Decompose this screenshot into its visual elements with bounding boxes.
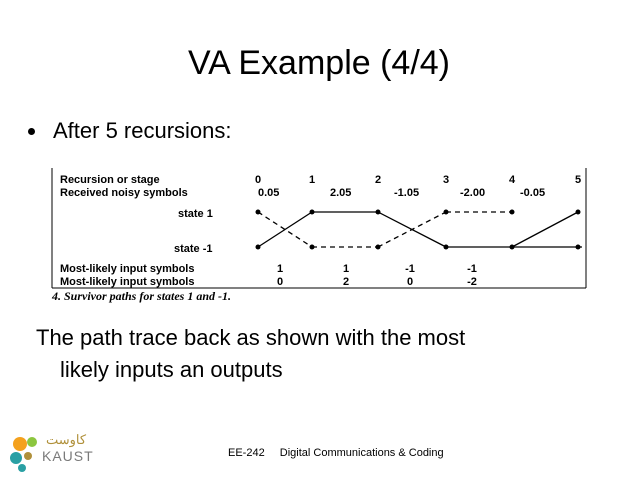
trellis-node	[444, 210, 449, 215]
slide-footer	[228, 447, 444, 459]
trellis-node	[310, 210, 315, 215]
stage-label: 3	[442, 174, 450, 186]
stage-label: 4	[508, 174, 516, 186]
trellis-node	[576, 245, 581, 250]
trellis-node	[376, 245, 381, 250]
received-symbol: 2.05	[330, 187, 352, 199]
slide-title: VA Example (4/4)	[187, 44, 451, 82]
trellis-node	[510, 245, 515, 250]
received-symbol: -1.05	[394, 187, 420, 199]
trellis-diagram	[48, 168, 588, 298]
input-symbol-1: -1	[405, 263, 415, 275]
trellis-node	[256, 245, 261, 250]
bullet-icon	[28, 128, 35, 135]
footer-course-code: EE-242	[228, 447, 265, 459]
input-symbol-2: 2	[342, 276, 350, 288]
footer-course-title: Digital Communications & Coding	[279, 447, 444, 459]
trellis-node	[576, 210, 581, 215]
received-symbol: -2.00	[460, 187, 486, 199]
input-row-1-label: Most-likely input symbols	[60, 263, 195, 275]
trellis-node	[444, 245, 449, 250]
received-symbol: 0.05	[258, 187, 280, 199]
trellis-figure	[48, 168, 588, 304]
state-minus1-label: state -1	[174, 243, 213, 255]
input-row-2-label: Most-likely input symbols	[60, 276, 195, 288]
trellis-node	[310, 245, 315, 250]
input-symbol-1: 1	[276, 263, 284, 275]
stage-label: 0	[254, 174, 262, 186]
logo-arabic-text: كاوست	[46, 432, 87, 447]
row-received-label: Received noisy symbols	[60, 187, 188, 199]
trellis-node	[510, 210, 515, 215]
bullet-item	[28, 118, 232, 144]
bullet-text: After 5 recursions:	[53, 118, 232, 143]
body-paragraph	[36, 322, 616, 386]
input-symbol-2: 0	[406, 276, 414, 288]
figure-caption: 4. Survivor paths for states 1 and -1.	[52, 289, 232, 303]
stage-label: 5	[574, 174, 582, 186]
input-symbol-2: 0	[276, 276, 284, 288]
logo-text: KAUST	[42, 448, 94, 464]
input-symbol-2: -2	[467, 276, 477, 288]
input-symbol-1: -1	[467, 263, 477, 275]
trellis-node	[256, 210, 261, 215]
row-recursion-label: Recursion or stage	[60, 174, 160, 186]
trellis-node	[376, 210, 381, 215]
stage-label: 1	[308, 174, 316, 186]
body-line-1: The path trace back as shown with the most	[36, 325, 466, 350]
body-line-2: likely inputs an outputs	[60, 357, 283, 382]
stage-label: 2	[374, 174, 382, 186]
received-symbol: -0.05	[520, 187, 546, 199]
input-symbol-1: 1	[342, 263, 350, 275]
state-1-label: state 1	[178, 208, 213, 220]
